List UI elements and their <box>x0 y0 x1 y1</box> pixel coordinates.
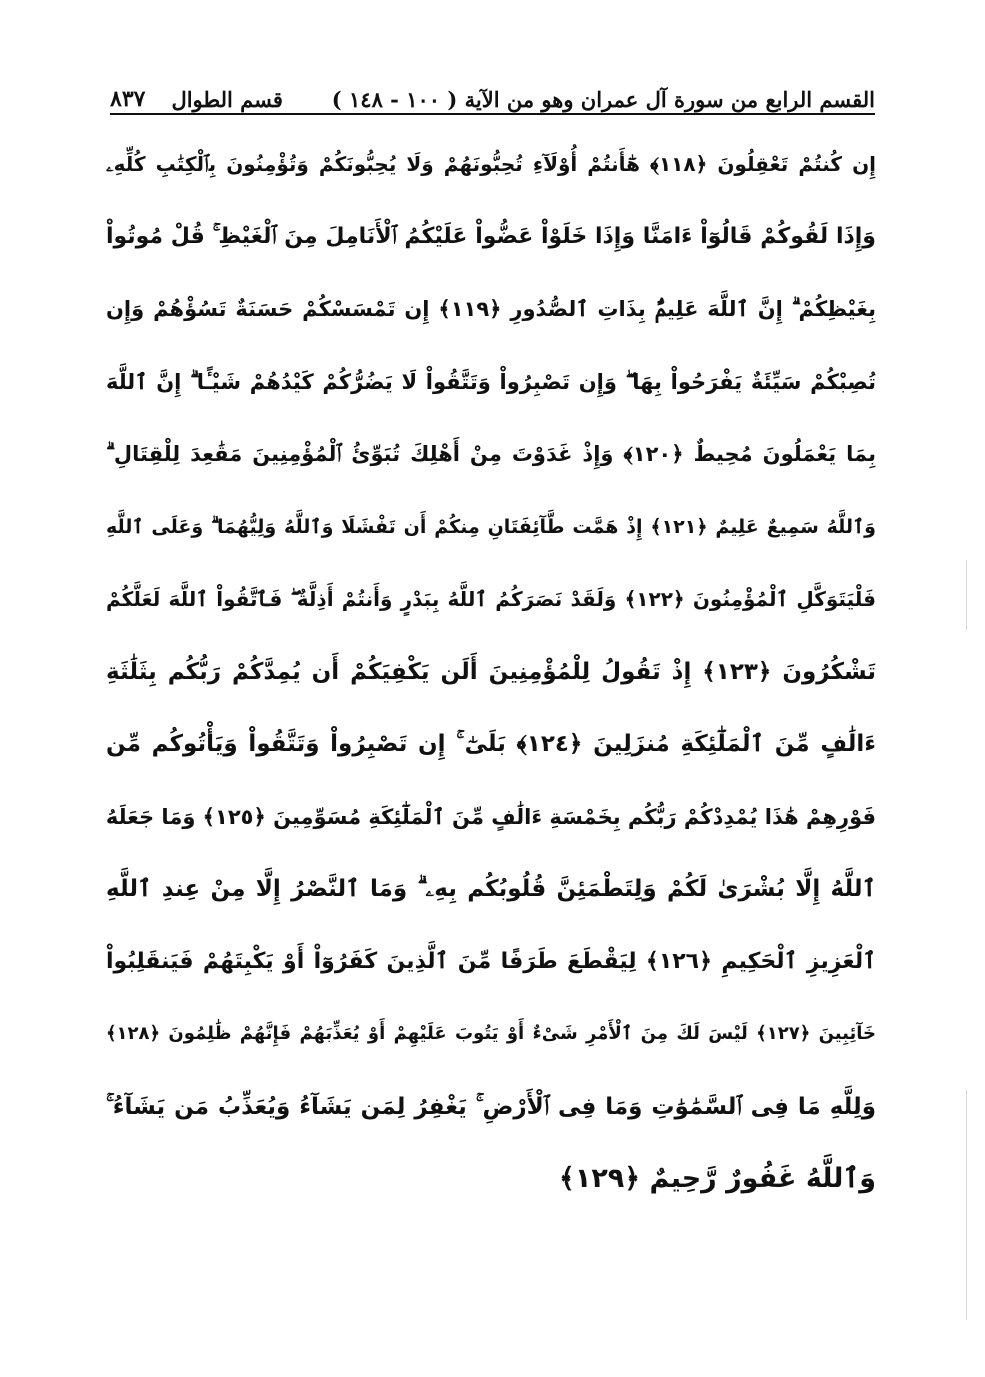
text-line-2: وَإِذَا لَقُوكُمْ قَالُوٓاْ ءَامَنَّا وَإِذَا خَلَوْاْ عَضُّواْ عَلَيْكُمُ ٱلْأَنَامِلَ مِنَ ٱلْغَيْظِ ۚ قُلْ مُوتُواْ <box>106 223 876 249</box>
quran-text-block <box>106 128 876 1216</box>
header-left-group <box>110 86 283 112</box>
text-line-4: تُصِبْكُمْ سَيِّئَةٌ يَفْرَحُواْ بِهَا ۖ وَإِن تَصْبِرُواْ وَتَتَّقُواْ لَا يَضُرُّكُمْ كَيْدُهُمْ شَيْـًٔا ۗ إِنَّ ٱللَّهَ <box>106 369 876 394</box>
header-section: قسم الطوال <box>171 87 283 112</box>
text-line-14: وَلِلَّهِ مَا فِى ٱلسَّمَٰوَٰتِ وَمَا فِى ٱلْأَرْضِ ۚ يَغْفِرُ لِمَن يَشَآءُ وَيُعَذِّبُ مَن يَشَآءُ ۚ <box>106 1093 876 1120</box>
text-line-9: ءَالَٰفٍ مِّنَ ٱلْمَلَٰٓئِكَةِ مُنزَلِينَ ﴿١٢٤﴾ بَلَىٰٓ ۚ إِن تَصْبِرُواْ وَتَتَّقُواْ وَيَأْتُوكُم مِّن <box>106 731 876 757</box>
text-line-5: بِمَا يَعْمَلُونَ مُحِيطٌ ﴿١٢٠﴾ وَإِذْ غَدَوْتَ مِنْ أَهْلِكَ تُبَوِّئُ ٱلْمُؤْمِنِينَ مَقَٰعِدَ لِلْقِتَالِ ۗ <box>106 442 876 466</box>
header-title: القسم الرابع من سورة آل عمران وهو من الآية ( ١٠٠ - ١٤٨ ) <box>331 87 875 112</box>
scan-margin-mark <box>966 1090 967 1320</box>
page-header <box>110 68 875 112</box>
header-divider <box>110 113 875 115</box>
text-line-3: بِغَيْظِكُمْ ۗ إِنَّ ٱللَّهَ عَلِيمٌۢ بِذَاتِ ٱلصُّدُورِ ﴿١١٩﴾ إِن تَمْسَسْكُمْ حَسَنَةٌ تَسُؤْهُمْ وَإِن <box>106 297 876 321</box>
text-line-1: إِن كُنتُمْ تَعْقِلُونَ ﴿١١٨﴾ هَٰٓأَنتُمْ أُوْلَآءِ تُحِبُّونَهُمْ وَلَا يُحِبُّونَكُمْ وَتُؤْمِنُونَ بِٱلْكِتَٰبِ كُلِّهِۦ <box>106 152 876 176</box>
page-number: ٨٣٧ <box>110 86 146 112</box>
text-line-12: ٱلْعَزِيزِ ٱلْحَكِيمِ ﴿١٢٦﴾ لِيَقْطَعَ طَرَفًا مِّنَ ٱلَّذِينَ كَفَرُوٓاْ أَوْ يَكْبِتَهُمْ فَيَنقَلِبُواْ <box>106 948 876 974</box>
text-line-13: خَآئِبِينَ ﴿١٢٧﴾ لَيْسَ لَكَ مِنَ ٱلْأَمْرِ شَىْءٌ أَوْ يَتُوبَ عَلَيْهِمْ أَوْ يُعَذِّبَهُمْ فَإِنَّهُمْ ظَٰلِمُونَ ﴿١٢٨﴾ <box>106 1023 876 1044</box>
text-line-6: وَٱللَّهُ سَمِيعٌ عَلِيمٌ ﴿١٢١﴾ إِذْ هَمَّت طَّآئِفَتَانِ مِنكُمْ أَن تَفْشَلَا وَٱللَّهُ وَلِيُّهُمَا ۗ وَعَلَى ٱللَّهِ <box>106 515 876 538</box>
scan-margin-mark <box>966 560 967 630</box>
text-line-7: فَلْيَتَوَكَّلِ ٱلْمُؤْمِنُونَ ﴿١٢٢﴾ وَلَقَدْ نَصَرَكُمُ ٱللَّهُ بِبَدْرٍ وَأَنتُمْ أَذِلَّةٌ ۖ فَٱتَّقُواْ ٱللَّهَ لَعَلَّكُمْ <box>106 587 876 611</box>
text-line-10: فَوْرِهِمْ هَٰذَا يُمْدِدْكُمْ رَبُّكُم بِخَمْسَةِ ءَالَٰفٍ مِّنَ ٱلْمَلَٰٓئِكَةِ مُسَوِّمِينَ ﴿١٢٥﴾ وَمَا جَعَلَهُ <box>106 804 876 829</box>
text-line-8: تَشْكُرُونَ ﴿١٢٣﴾ إِذْ تَقُولُ لِلْمُؤْمِنِينَ أَلَن يَكْفِيَكُمْ أَن يُمِدَّكُمْ رَبُّكُم بِثَلَٰثَةِ <box>106 658 876 685</box>
text-line-11: ٱللَّهُ إِلَّا بُشْرَىٰ لَكُمْ وَلِتَطْمَئِنَّ قُلُوبُكُم بِهِۦ ۗ وَمَا ٱلنَّصْرُ إِلَّا مِنْ عِندِ ٱللَّهِ <box>106 876 876 902</box>
text-line-15: وَٱللَّهُ غَفُورٌ رَّحِيمٌ ﴿١٢٩﴾ <box>559 1163 876 1194</box>
